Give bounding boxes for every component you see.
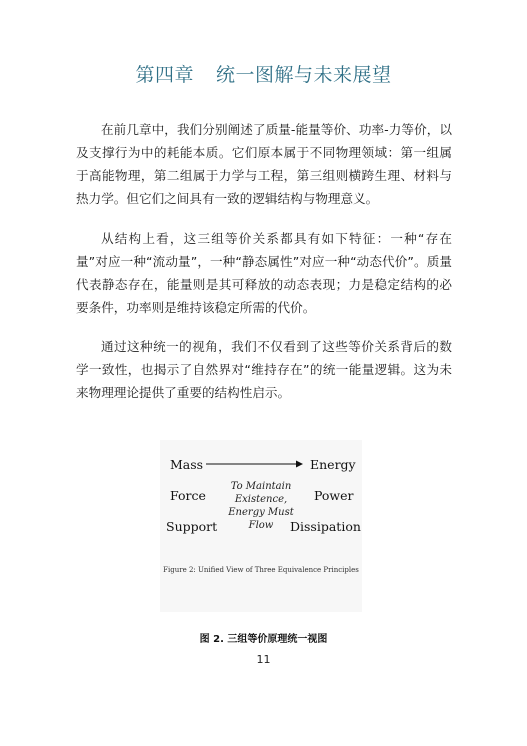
chapter-title xyxy=(0,60,527,87)
chapter-heading: 统一图解与未来展望 xyxy=(216,64,392,86)
term-mass: Mass xyxy=(170,457,204,472)
term-force: Force xyxy=(170,488,206,503)
center-line-3: Energy Must xyxy=(228,507,294,518)
term-support: Support xyxy=(166,519,218,534)
figure-inner-caption: Figure 2: Unified View of Three Equivalence Principles xyxy=(163,566,359,574)
figure-center-text xyxy=(220,480,302,532)
figure-caption: 图 2. 三组等价原理统一视图 xyxy=(199,634,328,645)
term-power: Power xyxy=(314,488,354,503)
arrow-right-icon xyxy=(204,459,304,469)
chapter-number: 第四章 xyxy=(135,64,194,86)
paragraph-2: 从结构上看，这三组等价关系都具有如下特征：一种“存在量”对应一种“流动量”，一种“静态属性”对应一种“动态代价”。质量代表静态存在，能量则是其可释放的动态表现；力是稳定结构的必要条件，功率则是维持该稳定所需的代价。 xyxy=(76,231,452,315)
page-number: 11 xyxy=(256,653,271,666)
center-line-1: To Maintain xyxy=(230,481,292,492)
paragraph-1: 在前几章中，我们分别阐述了质量-能量等价、功率-力等价，以及支撑行为中的耗能本质。它们原本属于不同物理领域：第一组属于高能物理，第二组属于力学与工程，第三组则横跨生理、材料与热力学。但它们之间具有一致的逻辑结构与物理意义。 xyxy=(76,122,452,206)
center-line-2: Existence, xyxy=(234,494,288,505)
term-energy: Energy xyxy=(310,457,356,472)
figure-unified-view xyxy=(160,440,362,612)
term-dissipation: Dissipation xyxy=(290,519,361,534)
center-line-4: Flow xyxy=(248,520,274,531)
paragraph-3: 通过这种统一的视角，我们不仅看到了这些等价关系背后的数学一致性，也揭示了自然界对“维持存在”的统一能量逻辑。这为未来物理理论提供了重要的结构性启示。 xyxy=(76,339,452,400)
